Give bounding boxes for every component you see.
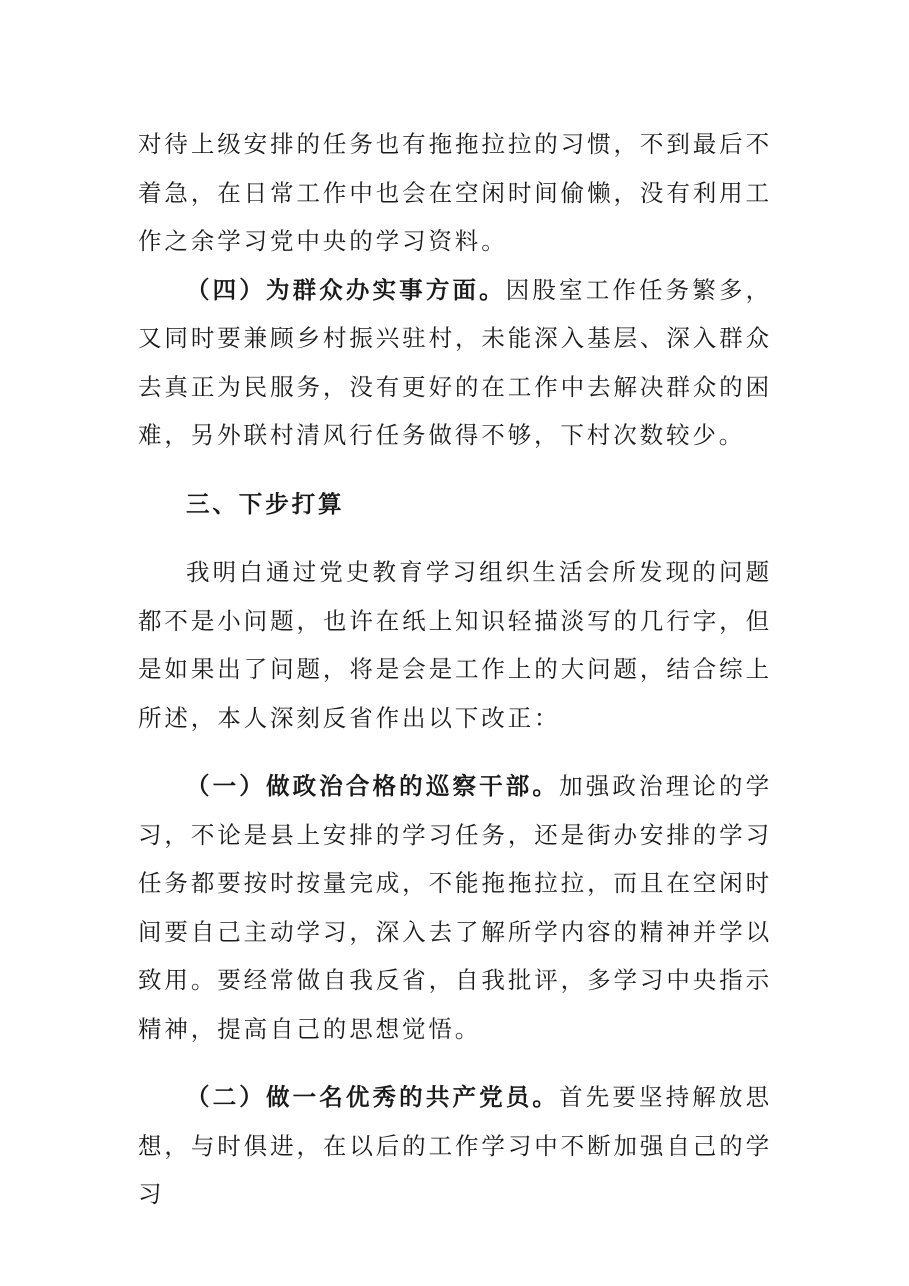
document-body — [138, 120, 772, 1219]
item-one-title: （一）做政治合格的巡察干部。 — [186, 772, 560, 800]
intro-text: 我明白通过党史教育学习组织生活会所发现的问题都不是小问题，也许在纸上知识轻描淡写的几行字，但是如果出了问题，将是会是工作上的大问题，结合综上所述，本人深刻反省作出以下改正： — [138, 558, 772, 732]
item-two-paragraph — [138, 1073, 772, 1219]
section-four-title: （四）为群众办实事方面。 — [186, 275, 506, 304]
item-two-title: （二）做一名优秀的共产党员。 — [186, 1083, 560, 1111]
item-one-paragraph — [138, 762, 772, 1053]
intro-paragraph — [138, 548, 772, 742]
continuation-text: 对待上级安排的任务也有拖拖拉拉的习惯，不到最后不着急，在日常工作中也会在空闲时间偷懒，没有利用工作之余学习党中央的学习资料。 — [138, 130, 772, 255]
heading-next-steps: 三、下步打算 — [186, 489, 345, 518]
item-one-body: 加强政治理论的学习，不论是县上安排的学习任务，还是街办安排的学习任务都要按时按量完成，不能拖拖拉拉，而且在空闲时间要自己主动学习，深入去了解所学内容的精神并学以致用。要经常做自我反省，自我批评，多学习中央指示精神，提高自己的思想觉悟。 — [138, 772, 772, 1043]
section-four-body: 因股室工作任务繁多，又同时要兼顾乡村振兴驻村，未能深入基层、深入群众去真正为民服务，没有更好的在工作中去解决群众的困难，另外联村清风行任务做得不够，下村次数较少。 — [138, 275, 772, 449]
continuation-paragraph — [138, 120, 772, 266]
section-four-paragraph — [138, 266, 772, 460]
item-two-body: 首先要坚持解放思想，与时俱进，在以后的工作学习中不断加强自己的学习 — [138, 1083, 772, 1208]
